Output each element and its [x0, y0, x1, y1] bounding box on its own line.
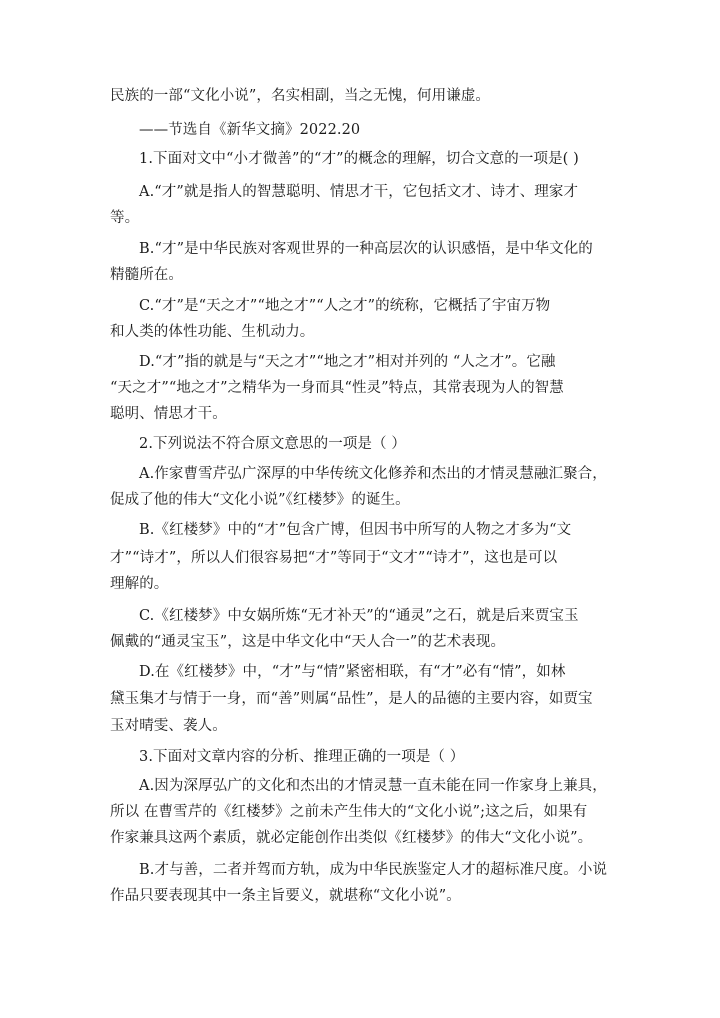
option-1d-continued: “天之才”“地之才”之精华为一身而具“性灵”特点，其常表现为人的智慧 [110, 380, 564, 396]
option-3a-continued: 作家兼具这两个素质，就必定能创作出类似《红楼梦》的伟大“文化小说”。 [110, 830, 593, 846]
option-3a: A.因为深厚弘广的文化和杰出的才情灵慧一直未能在同一作家身上兼具， [139, 778, 607, 794]
option-1d-continued: 聪明、情思才干。 [110, 406, 227, 422]
option-1a-continued: 等。 [110, 210, 140, 226]
option-1c-continued: 和人类的体性功能、生机动力。 [110, 324, 315, 340]
option-2d-continued: 玉对晴雯、袭人。 [110, 718, 227, 734]
option-2a-continued: 促成了他的伟大“文化小说”《红楼梦》的诞生。 [110, 492, 410, 508]
option-3b-continued: 作品只要表现其中一条主旨要义，就堪称“文化小说”。 [110, 888, 461, 904]
option-2d: D.在《红楼梦》中，“才”与“情”紧密相联，有“才”必有“情”，如林 [139, 664, 566, 680]
option-1a: A.“才”就是指人的智慧聪明、情思才干，它包括文才、诗才、理家才 [139, 184, 579, 200]
option-2a: A.作家曹雪芹弘广深厚的中华传统文化修养和杰出的才情灵慧融汇聚合， [139, 466, 607, 482]
option-2b-continued: 才”“诗才”，所以人们很容易把“才”等同于“文才”“诗才”，这也是可以 [110, 550, 558, 566]
option-1b-continued: 精髓所在。 [110, 267, 183, 283]
option-1c: C.“才”是“天之才”“地之才”“人之才”的统称，它概括了宇宙万物 [139, 298, 551, 314]
paragraph-line: 民族的一部“文化小说”，名实相副，当之无愧，何用谦虚。 [110, 88, 491, 104]
source-citation: ——节选自《新华文摘》2022.20 [139, 122, 361, 138]
option-2b: B.《红楼梦》中的“才”包含广博，但因书中所写的人物之才多为“文 [139, 522, 572, 538]
option-1d: D.“才”指的就是与“天之才”“地之才”相对并列的 “人之才”。它融 [139, 354, 556, 370]
question-1: 1.下面对文中“小才微善”的“才”的概念的理解，切合文意的一项是( ) [139, 151, 579, 167]
option-1b: B.“才”是中华民族对客观世界的一种高层次的认识感悟，是中华文化的 [139, 241, 593, 257]
option-3b: B.才与善，二者并驾而方轨，成为中华民族鉴定人才的超标准尺度。小说 [139, 862, 608, 878]
option-2d-continued: 黛玉集才与情于一身，而“善”则属“品性”，是人的品德的主要内容，如贾宝 [110, 691, 593, 707]
option-2b-continued: 理解的。 [110, 576, 169, 592]
question-2: 2.下列说法不符合原文意思的一项是（ ） [139, 436, 406, 452]
question-3: 3.下面对文章内容的分析、推理正确的一项是（ ） [139, 749, 465, 765]
option-3a-continued: 所以 在曹雪芹的《红楼梦》之前未产生伟大的“文化小说”;这之后，如果有 [110, 804, 588, 820]
option-2c: C.《红楼梦》中女娲所炼“无才补天”的“通灵”之石，就是后来贾宝玉 [139, 608, 579, 624]
option-2c-continued: 佩戴的“通灵宝玉”，这是中华文化中“天人合一”的艺术表现。 [110, 634, 506, 650]
